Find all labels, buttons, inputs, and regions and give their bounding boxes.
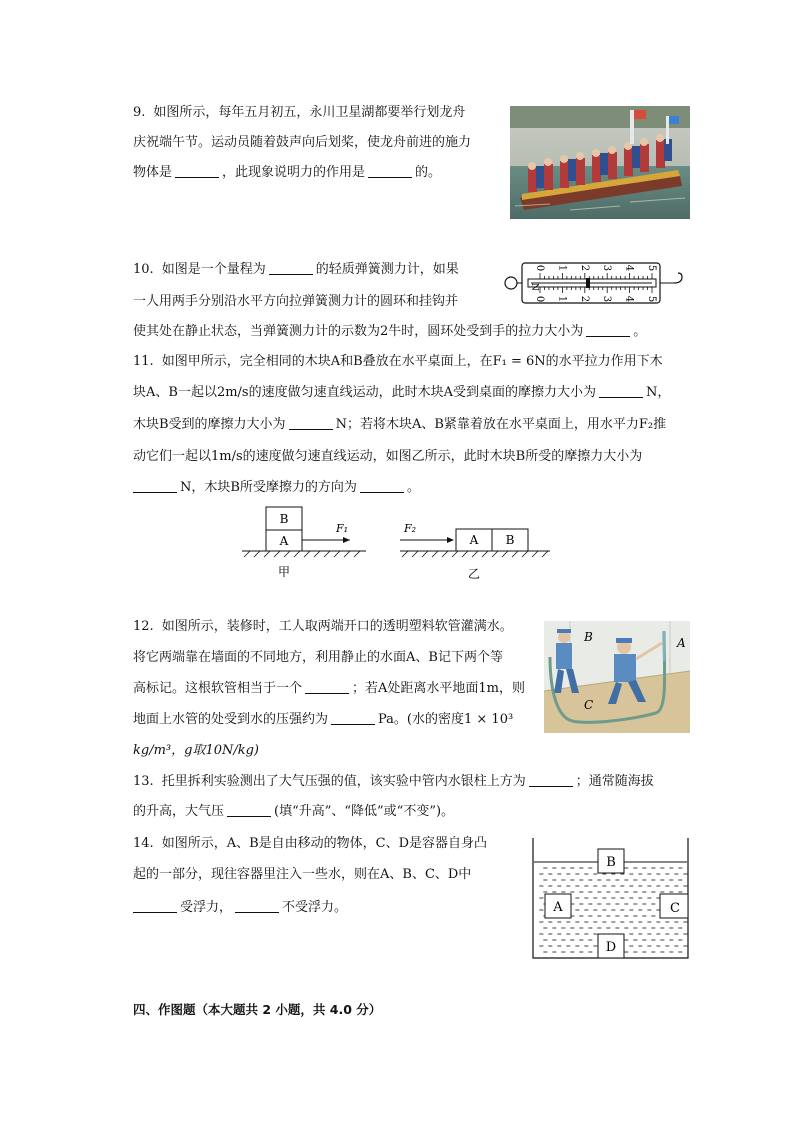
q12-line4 <box>133 710 513 730</box>
block-b-label: B <box>279 512 289 526</box>
scale-unit-label: N <box>529 283 539 291</box>
q13-number: 13. <box>133 774 154 789</box>
q13-line2 <box>133 802 454 822</box>
q14-blank1 <box>133 898 177 913</box>
q10-number: 10. <box>133 262 154 277</box>
q12-text3b: ；若A处距离水平地面1m，则 <box>352 681 526 696</box>
q14-text1: 如图所示，A、B是自由移动的物体，C、D是容器自身凸 <box>161 836 487 851</box>
scale-label-bottom: 3 <box>601 295 613 303</box>
q14-line3 <box>133 898 347 918</box>
caption-yi: 乙 <box>467 567 481 581</box>
object-b-label: B <box>606 855 616 870</box>
q10-text3b: 。 <box>633 324 647 339</box>
hose-workers-figure <box>544 621 690 733</box>
q9-line3 <box>133 163 441 183</box>
q11-text2a: 块A、B一起以2m/s的速度做匀速直线运动，此时木块A受到桌面的摩擦力大小为 <box>133 385 596 400</box>
q12-line2: 将它两端靠在墙面的不同地方，利用静止的水面A、B记下两个等 <box>133 650 503 665</box>
q11-blank2 <box>289 415 333 430</box>
q14-blank2 <box>235 898 279 913</box>
q10-line2: 一人用两手分别沿水平方向拉弹簧测力计的圆环和挂钩并 <box>133 294 459 309</box>
q11-line4: 动它们一起以1m/s的速度做匀速直线运动，如图乙所示，此时木块B所受的摩擦力大小为 <box>133 449 643 464</box>
force2-label: F₂ <box>404 522 417 535</box>
block-a-side-label: A <box>469 533 479 547</box>
q14-text3b: 不受浮力。 <box>282 900 348 915</box>
q13-text1b: ；通常随海拔 <box>575 774 654 789</box>
scale-label-top: 1 <box>556 264 568 272</box>
q12-number: 12. <box>133 619 154 634</box>
blocks-figure <box>240 503 560 583</box>
q9-text3a: 物体是 <box>133 165 173 180</box>
force1-label: F₁ <box>336 522 349 535</box>
q12-blank1 <box>305 679 349 694</box>
q10-text1a: 如图是一个量程为 <box>161 262 266 277</box>
hose-label-a: A <box>677 636 686 650</box>
q9-line1 <box>133 103 465 123</box>
q10-line3 <box>133 322 646 342</box>
q13-blank2 <box>227 802 271 817</box>
q12-blank2 <box>331 710 375 725</box>
scale-label-top: 4 <box>623 264 635 272</box>
q11-text2b: N， <box>645 385 671 400</box>
dragon-boat-photo <box>510 106 690 219</box>
q11-text1: 如图甲所示，完全相同的木块A和B叠放在水平桌面上，在F₁ = 6N的水平拉力作用下木 <box>161 354 663 369</box>
q14-text3a: 受浮力， <box>180 900 233 915</box>
spring-scale-figure <box>502 258 692 308</box>
q13-text2b: (填“升高”、“降低”或“不变”)。 <box>274 804 455 819</box>
protrusion-c-label: C <box>670 901 680 916</box>
q9-text1: 如图所示，每年五月初五，永川卫星湖都要举行划龙舟 <box>153 105 466 120</box>
scale-label-bottom: 5 <box>646 295 657 303</box>
protrusion-d-label: D <box>605 940 617 955</box>
q9-number: 9. <box>133 105 146 120</box>
q9-line2: 庆祝端午节。运动员随着鼓声向后划桨，使龙舟前进的施力 <box>133 135 472 150</box>
q13-text1a: 托里拆利实验测出了大气压强的值，该实验中管内水银柱上方为 <box>161 774 526 789</box>
block-b-side-label: B <box>505 533 515 547</box>
q11-blank1 <box>599 383 643 398</box>
q9-blank1 <box>175 163 219 178</box>
q14-number: 14. <box>133 836 154 851</box>
scale-label-top: 0 <box>534 264 545 272</box>
q10-line1 <box>133 260 459 280</box>
q11-line3 <box>133 415 666 435</box>
q11-line5 <box>133 478 420 498</box>
q13-line1 <box>133 772 654 792</box>
q11-text3b: N；若将木块A、B紧靠着放在水平桌面上，用水平力F₂推 <box>335 417 667 432</box>
scale-label-top: 2 <box>578 264 590 272</box>
object-a-label: A <box>553 900 563 915</box>
q10-blank2 <box>586 322 630 337</box>
q14-line2: 起的一部分，现往容器里注入一些水，则在A、B、C、D中 <box>133 867 472 882</box>
q10-text1b: 的轻质弹簧测力计，如果 <box>315 262 459 277</box>
q12-line5: kg/m³，g取10N/kg) <box>133 743 260 758</box>
scale-label-bottom: 4 <box>623 295 635 303</box>
q13-text2a: 的升高，大气压 <box>133 804 225 819</box>
caption-jia: 甲 <box>277 565 291 579</box>
q12-text3a: 高标记。这根软管相当于一个 <box>133 681 303 696</box>
scale-label-top: 3 <box>601 264 613 272</box>
q11-blank3 <box>133 478 177 493</box>
q11-line2 <box>133 383 670 403</box>
scale-label-bottom: 2 <box>578 295 590 303</box>
q12-text4b: Pa。(水的密度1 × 10³ <box>378 712 514 727</box>
block-a-label: A <box>279 534 289 548</box>
section4-title: 四、作图题（本大题共 2 小题，共 4.0 分） <box>133 1002 382 1017</box>
q11-text3a: 木块B受到的摩擦力大小为 <box>133 417 286 432</box>
scale-label-bottom: 1 <box>556 295 568 303</box>
q14-line1 <box>133 834 487 854</box>
q12-line3 <box>133 679 525 699</box>
q11-blank4 <box>360 478 404 493</box>
q11-number: 11. <box>133 354 154 369</box>
q9-text3b: ，此现象说明力的作用是 <box>222 165 366 180</box>
q11-text5b: 。 <box>406 480 420 495</box>
scale-label-top: 5 <box>646 264 657 272</box>
hose-label-b: B <box>584 630 593 644</box>
q9-text3c: 的。 <box>415 165 442 180</box>
q13-blank1 <box>529 772 573 787</box>
q10-text3a: 使其处在静止状态，当弹簧测力计的示数为2牛时，圆环处受到手的拉力大小为 <box>133 324 584 339</box>
q12-line1 <box>133 617 513 637</box>
q10-blank1 <box>269 260 313 275</box>
q11-line1 <box>133 352 663 372</box>
hose-label-c: C <box>584 698 594 712</box>
q12-text4a: 地面上水管的处受到水的压强约为 <box>133 712 329 727</box>
q11-text5a: N，木块B所受摩擦力的方向为 <box>180 480 357 495</box>
scale-label-bottom: 0 <box>534 295 545 303</box>
q9-blank2 <box>368 163 412 178</box>
q12-text1: 如图所示，装修时，工人取两端开口的透明塑料软管灌满水。 <box>161 619 513 634</box>
container-figure <box>530 836 692 960</box>
